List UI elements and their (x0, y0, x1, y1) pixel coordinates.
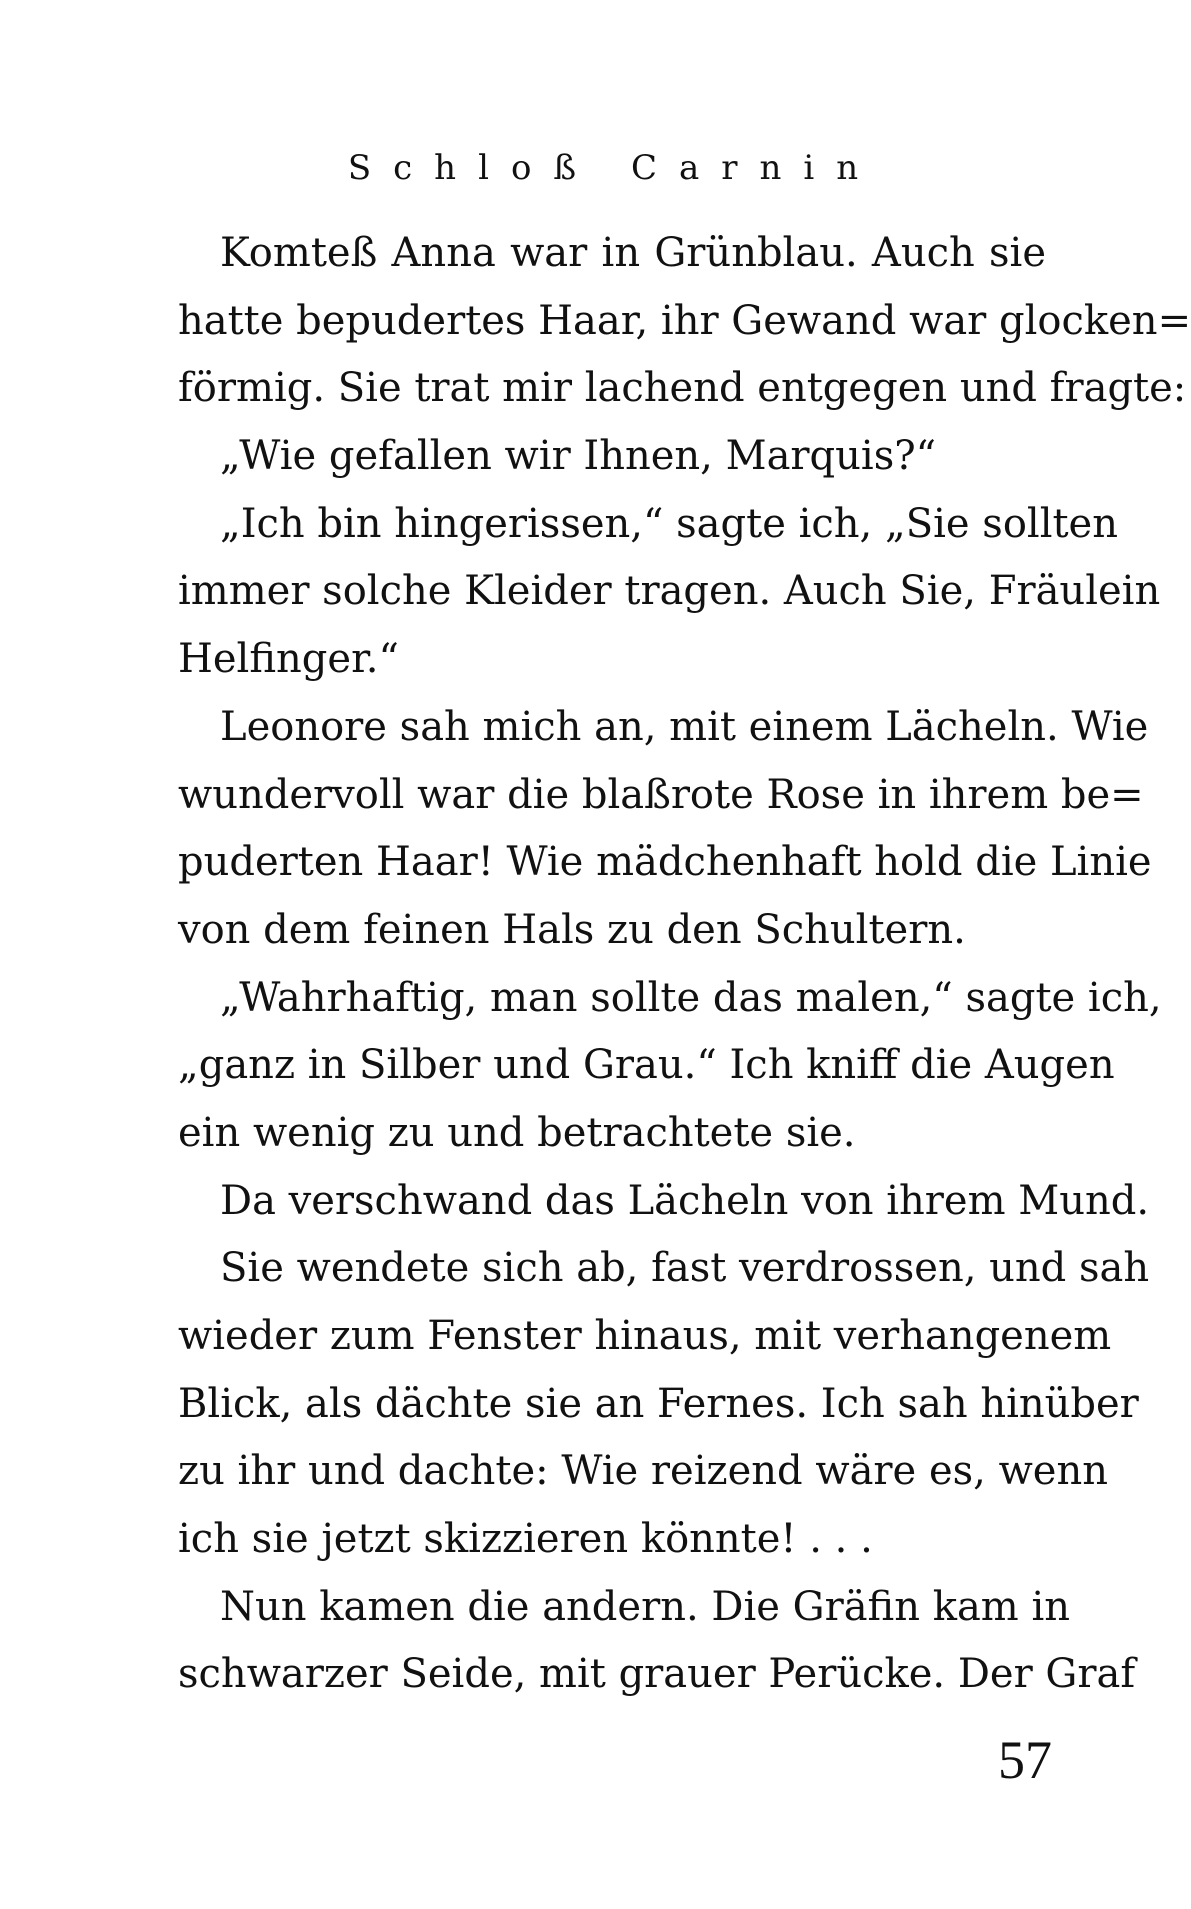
text-line: Sie wendete sich ab, fast verdrossen, und sah (220, 1245, 1150, 1292)
text-line: ich sie jetzt skizzieren könnte! . . . (178, 1516, 873, 1563)
text-line: „ganz in Silber und Grau.“ Ich kniff die Augen (178, 1042, 1115, 1089)
text-line: von dem feinen Hals zu den Schultern. (178, 906, 966, 953)
text-line: „Wie gefallen wir Ihnen, Marquis?“ (220, 433, 937, 480)
text-line: Leonore sah mich an, mit einem Lächeln. Wie (220, 703, 1149, 750)
page-number: 57 (998, 1730, 1052, 1790)
text-line: Komteß Anna war in Grünblau. Auch sie (220, 230, 1046, 276)
text-line: immer solche Kleider tragen. Auch Sie, Fräulein (178, 568, 1161, 615)
text-line: Blick, als dächte sie an Fernes. Ich sah hinüber (178, 1380, 1139, 1427)
text-line: zu ihr und dachte: Wie reizend wäre es, wenn (178, 1448, 1108, 1495)
body-text (178, 220, 1191, 1709)
text-line: schwarzer Seide, mit grauer Perücke. Der Graf (178, 1651, 1136, 1698)
text-line: Da verschwand das Lächeln von ihrem Mund. (220, 1177, 1150, 1224)
text-line: wundervoll war die blaßrote Rose in ihrem be= (178, 771, 1144, 818)
text-line: hatte bepudertes Haar, ihr Gewand war glocken= (178, 297, 1191, 344)
running-head: Schloß Carnin (347, 148, 881, 188)
text-line: Nun kamen die andern. Die Gräfin kam in (220, 1583, 1070, 1630)
text-line: „Ich bin hingerissen,“ sagte ich, „Sie sollten (220, 500, 1118, 547)
text-line: Helfinger.“ (178, 636, 399, 683)
text-line: „Wahrhaftig, man sollte das malen,“ sagte ich, (220, 974, 1162, 1021)
text-line: wieder zum Fenster hinaus, mit verhangenem (178, 1313, 1112, 1359)
text-line: ein wenig zu und betrachtete sie. (178, 1109, 856, 1156)
text-line: förmig. Sie trat mir lachend entgegen und fragte: (178, 365, 1187, 412)
text-line: puderten Haar! Wie mädchenhaft hold die Linie (178, 839, 1152, 886)
